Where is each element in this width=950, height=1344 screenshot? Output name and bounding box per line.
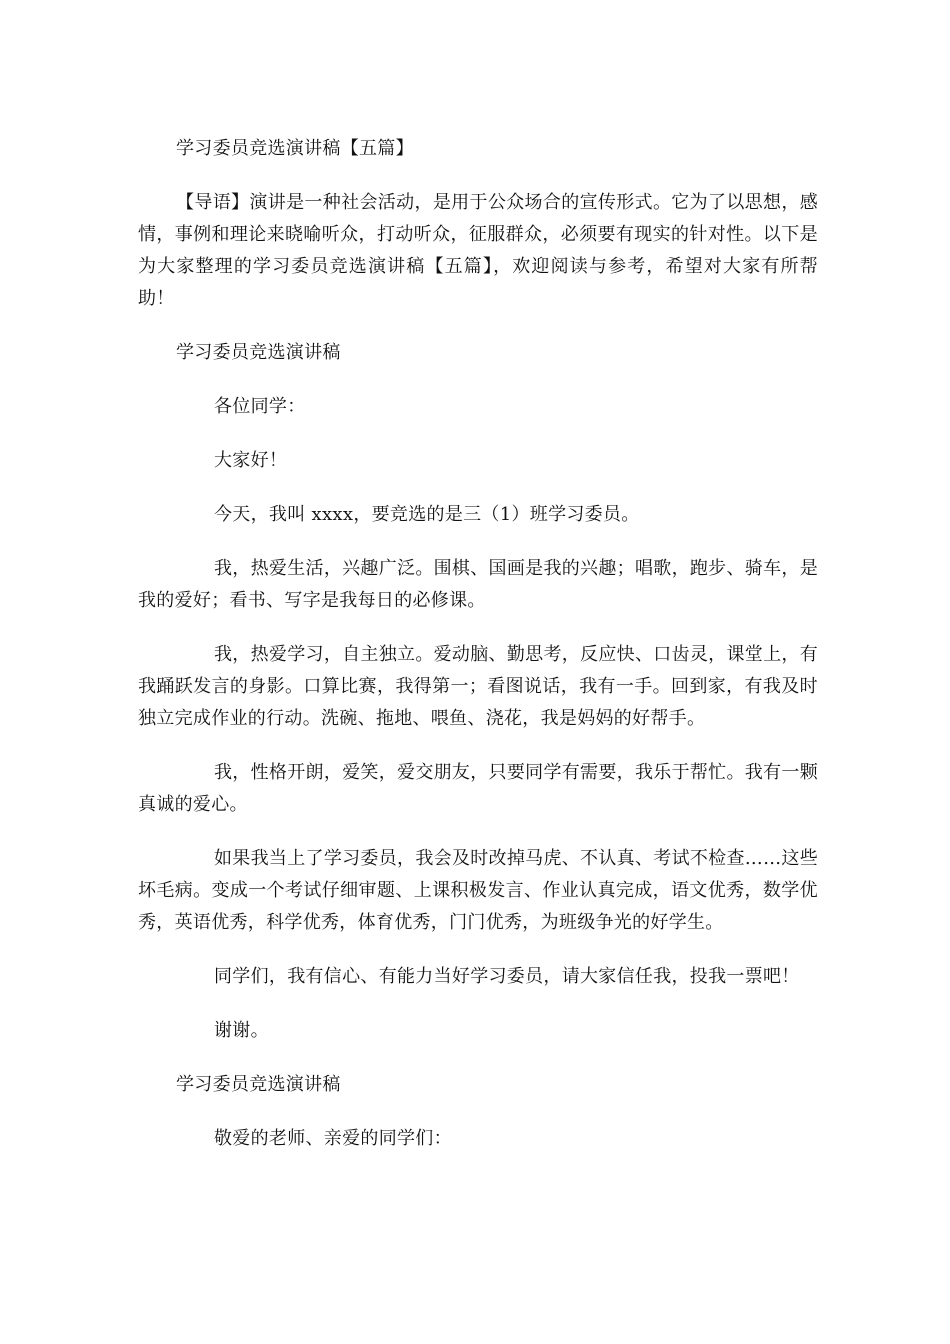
paragraph: 今天，我叫 xxxx，要竞选的是三（1）班学习委员。 xyxy=(214,504,640,525)
paragraph: 同学们，我有信心、有能力当好学习委员，请大家信任我，投我一票吧！ xyxy=(214,966,800,987)
document-body xyxy=(138,133,818,1177)
document-title: 学习委员竞选演讲稿【五篇】 xyxy=(176,138,414,159)
paragraph: 敬爱的老师、亲爱的同学们： xyxy=(214,1128,452,1149)
paragraph: 如果我当上了学习委员，我会及时改掉马虎、不认真、考试不检查……这些坏毛病。变成一个考试仔细审题、上课积极发言、作业认真完成，语文优秀，数学优秀，英语优秀，科学优秀，体育优秀，门门优秀，为班级争光的好学生。 xyxy=(138,848,818,933)
paragraph: 我，热爱生活，兴趣广泛。围棋、国画是我的兴趣；唱歌，跑步、骑车，是我的爱好；看书、写字是我每日的必修课。 xyxy=(138,558,818,611)
paragraph: 各位同学： xyxy=(214,396,306,417)
section-heading: 学习委员竞选演讲稿 xyxy=(176,1074,341,1095)
paragraph: 谢谢。 xyxy=(214,1020,269,1041)
section-heading: 学习委员竞选演讲稿 xyxy=(176,342,341,363)
paragraph: 我，性格开朗，爱笑，爱交朋友，只要同学有需要，我乐于帮忙。我有一颗真诚的爱心。 xyxy=(138,762,818,815)
paragraph: 我，热爱学习，自主独立。爱动脑、勤思考，反应快、口齿灵，课堂上，有我踊跃发言的身影。口算比赛，我得第一；看图说话，我有一手。回到家，有我及时独立完成作业的行动。洗碗、拖地、喂鱼、浇花，我是妈妈的好帮手。 xyxy=(138,644,818,729)
paragraph: 大家好！ xyxy=(214,450,288,471)
intro-paragraph: 【导语】演讲是一种社会活动，是用于公众场合的宣传形式。它为了以思想，感情，事例和理论来晓喻听众，打动听众，征服群众，必须要有现实的针对性。以下是为大家整理的学习委员竞选演讲稿【五篇】，欢迎阅读与参考，希望对大家有所帮助！ xyxy=(138,192,818,309)
